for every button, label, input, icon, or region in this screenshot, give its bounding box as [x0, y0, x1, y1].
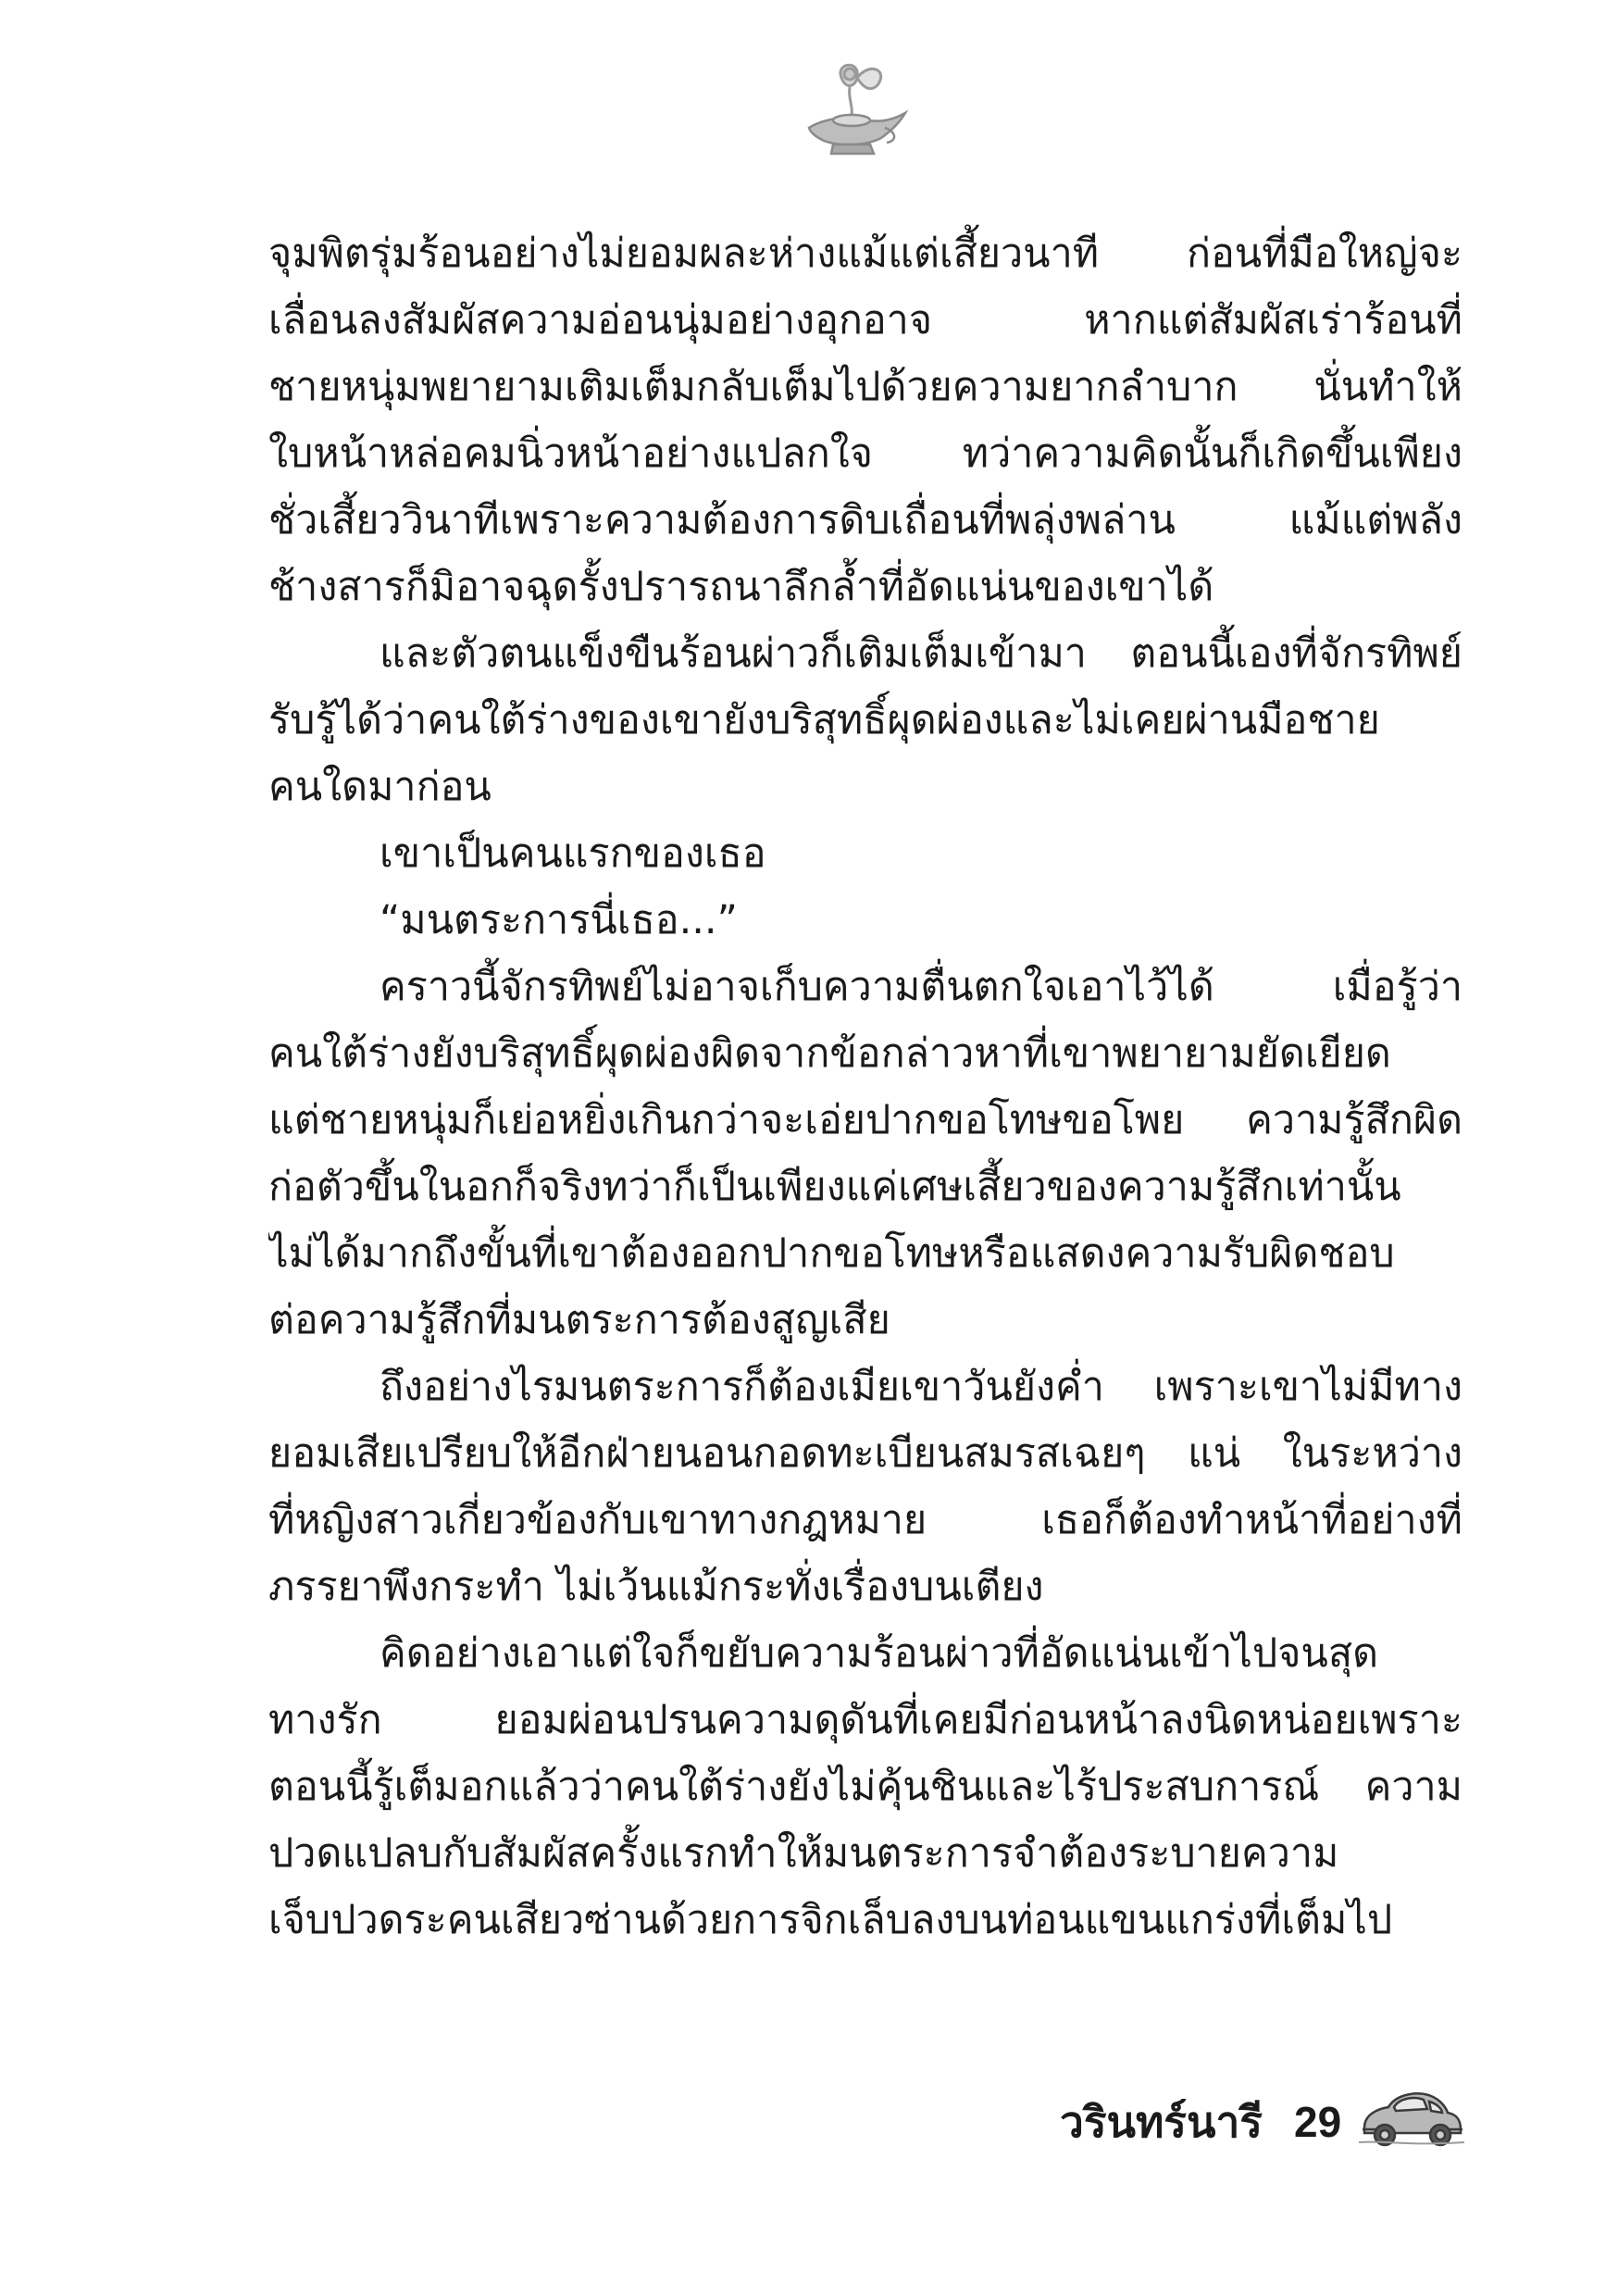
text-line: เจ็บปวดระคนเสียวซ่านด้วยการจิกเล็บลงบนท่อนแขนแกร่งที่เต็มไป	[268, 1897, 1393, 1943]
text-line: ชั่วเสี้ยววินาทีเพราะความต้องการดิบเถื่อนที่พลุ่งพล่าน แม้แต่พลัง	[268, 497, 1462, 543]
vintage-beetle-car-icon	[1357, 2081, 1466, 2153]
text-line: คิดอย่างเอาแต่ใจก็ขยับความร้อนผ่าวที่อัดแน่นเข้าไปจนสุด	[380, 1630, 1378, 1677]
text-line: ไม่ได้มากถึงขั้นที่เขาต้องออกปากขอโทษหรือแสดงความรับผิดชอบ	[268, 1230, 1395, 1277]
text-line: เลื่อนลงสัมผัสความอ่อนนุ่มอย่างอุกอาจ หากแต่สัมผัสเร่าร้อนที่	[268, 297, 1462, 343]
text-line: ช้างสารก็มิอาจฉุดรั้งปรารถนาลึกล้ำที่อัดแน่นของเขาได้	[268, 564, 1214, 610]
text-line: “มนตระการนี่เธอ...”	[380, 897, 738, 943]
text-line: คราวนี้จักรทิพย์ไม่อาจเก็บความตื่นตกใจเอาไว้ได้ เมื่อรู้ว่า	[380, 964, 1462, 1010]
text-line: คนใต้ร่างยังบริสุทธิ์ผุดผ่องผิดจากข้อกล่าวหาที่เขาพยายามยัดเยียด	[268, 1030, 1391, 1077]
text-line: จุมพิตรุ่มร้อนอย่างไม่ยอมผละห่างแม้แต่เสี้ยวนาที ก่อนที่มือใหญ่จะ	[268, 231, 1462, 277]
running-title: วรินทร์นารี	[1060, 2097, 1263, 2147]
text-line: ภรรยาพึงกระทำ ไม่เว้นแม้กระทั่งเรื่องบนเตียง	[268, 1564, 1044, 1610]
text-line: คนใดมาก่อน	[268, 764, 492, 810]
fairy-on-magic-lamp-icon	[796, 54, 916, 165]
text-line: ยอมเสียเปรียบให้อีกฝ่ายนอนกอดทะเบียนสมรสเฉยๆ แน่ ในระหว่าง	[268, 1430, 1462, 1477]
text-line: แต่ชายหนุ่มก็เย่อหยิ่งเกินกว่าจะเอ่ยปากขอโทษขอโพย ความรู้สึกผิด	[268, 1097, 1462, 1143]
text-line: และตัวตนแข็งขืนร้อนผ่าวก็เติมเต็มเข้ามา ตอนนี้เองที่จักรทิพย์	[380, 630, 1462, 677]
body-text	[268, 220, 1462, 1953]
text-line: ต่อความรู้สึกที่มนตระการต้องสูญเสีย	[268, 1297, 890, 1343]
text-line: ที่หญิงสาวเกี่ยวข้องกับเขาทางกฎหมาย เธอก็ต้องทำหน้าที่อย่างที่	[268, 1497, 1462, 1543]
text-line: เขาเป็นคนแรกของเธอ	[380, 830, 766, 877]
text-line: ปวดแปลบกับสัมผัสครั้งแรกทำให้มนตระการจำต้องระบายความ	[268, 1830, 1339, 1877]
text-line: ชายหนุ่มพยายามเติมเต็มกลับเต็มไปด้วยความยากลำบาก นั่นทำให้	[268, 364, 1462, 410]
text-line: ถึงอย่างไรมนตระการก็ต้องเมียเขาวันยังค่ำ เพราะเขาไม่มีทาง	[380, 1364, 1462, 1410]
text-line: ตอนนี้รู้เต็มอกแล้วว่าคนใต้ร่างยังไม่คุ้นชินและไร้ประสบการณ์ ความ	[268, 1764, 1462, 1810]
text-line: รับรู้ได้ว่าคนใต้ร่างของเขายังบริสุทธิ์ผุดผ่องและไม่เคยผ่านมือชาย	[268, 697, 1380, 743]
page-number: 29	[1294, 2098, 1342, 2146]
text-line: ใบหน้าหล่อคมนิ่วหน้าอย่างแปลกใจ ทว่าความคิดนั้นก็เกิดขึ้นเพียง	[268, 430, 1462, 477]
text-line: ก่อตัวขึ้นในอกก็จริงทว่าก็เป็นเพียงแค่เศษเสี้ยวของความรู้สึกเท่านั้น	[268, 1164, 1401, 1210]
text-line: ทางรัก ยอมผ่อนปรนความดุดันที่เคยมีก่อนหน้าลงนิดหน่อยเพราะ	[268, 1697, 1462, 1743]
